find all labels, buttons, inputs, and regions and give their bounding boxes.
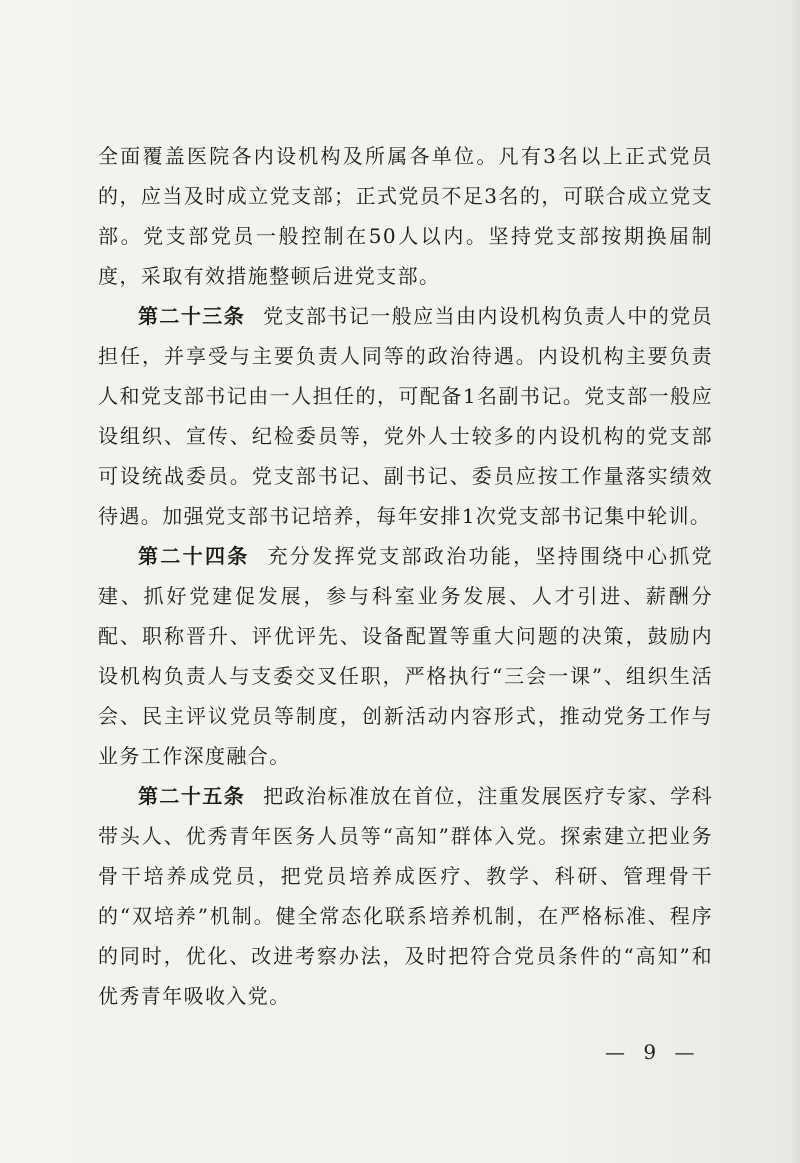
paragraph-text: 把政治标准放在首位，注重发展医疗专家、学科带头人、优秀青年医务人员等“高知”群体入党。探索建立把业务骨干培养成党员，把党员培养成医疗、教学、科研、管理骨干的“双培养”机制。健全常态化联系培养机制，在严格标准、程序的同时，优化、改进考察办法，及时把符合党员条件的“高知”和优秀青年吸收入党。 bbox=[98, 784, 713, 1008]
article-number: 第二十四条 bbox=[138, 544, 250, 568]
article-23-paragraph bbox=[98, 296, 713, 536]
paragraph-continuation bbox=[98, 136, 713, 296]
body-text bbox=[98, 136, 713, 1016]
article-25-paragraph bbox=[98, 776, 713, 1016]
article-number: 第二十三条 bbox=[138, 304, 246, 328]
page-number: — 9 — bbox=[605, 1040, 701, 1064]
article-number: 第二十五条 bbox=[138, 784, 246, 808]
paragraph-text: 党支部书记一般应当由内设机构负责人中的党员担任，并享受与主要负责人同等的政治待遇。内设机构主要负责人和党支部书记由一人担任的，可配备1名副书记。党支部一般应设组织、宣传、纪检委员等，党外人士较多的内设机构的党支部可设统战委员。党支部书记、副书记、委员应按工作量落实绩效待遇。加强党支部书记培养，每年安排1次党支部书记集中轮训。 bbox=[98, 304, 713, 528]
paragraph-text: 充分发挥党支部政治功能，坚持围绕中心抓党建、抓好党建促发展，参与科室业务发展、人才引进、薪酬分配、职称晋升、评优评先、设备配置等重大问题的决策，鼓励内设机构负责人与支委交叉任职，严格执行“三会一课”、组织生活会、民主评议党员等制度，创新活动内容形式，推动党务工作与业务工作深度融合。 bbox=[98, 544, 714, 768]
paragraph-text: 全面覆盖医院各内设机构及所属各单位。凡有3名以上正式党员的，应当及时成立党支部；正式党员不足3名的，可联合成立党支部。党支部党员一般控制在50人以内。坚持党支部按期换届制度，采取有效措施整顿后进党支部。 bbox=[98, 144, 713, 288]
article-24-paragraph bbox=[98, 536, 713, 776]
